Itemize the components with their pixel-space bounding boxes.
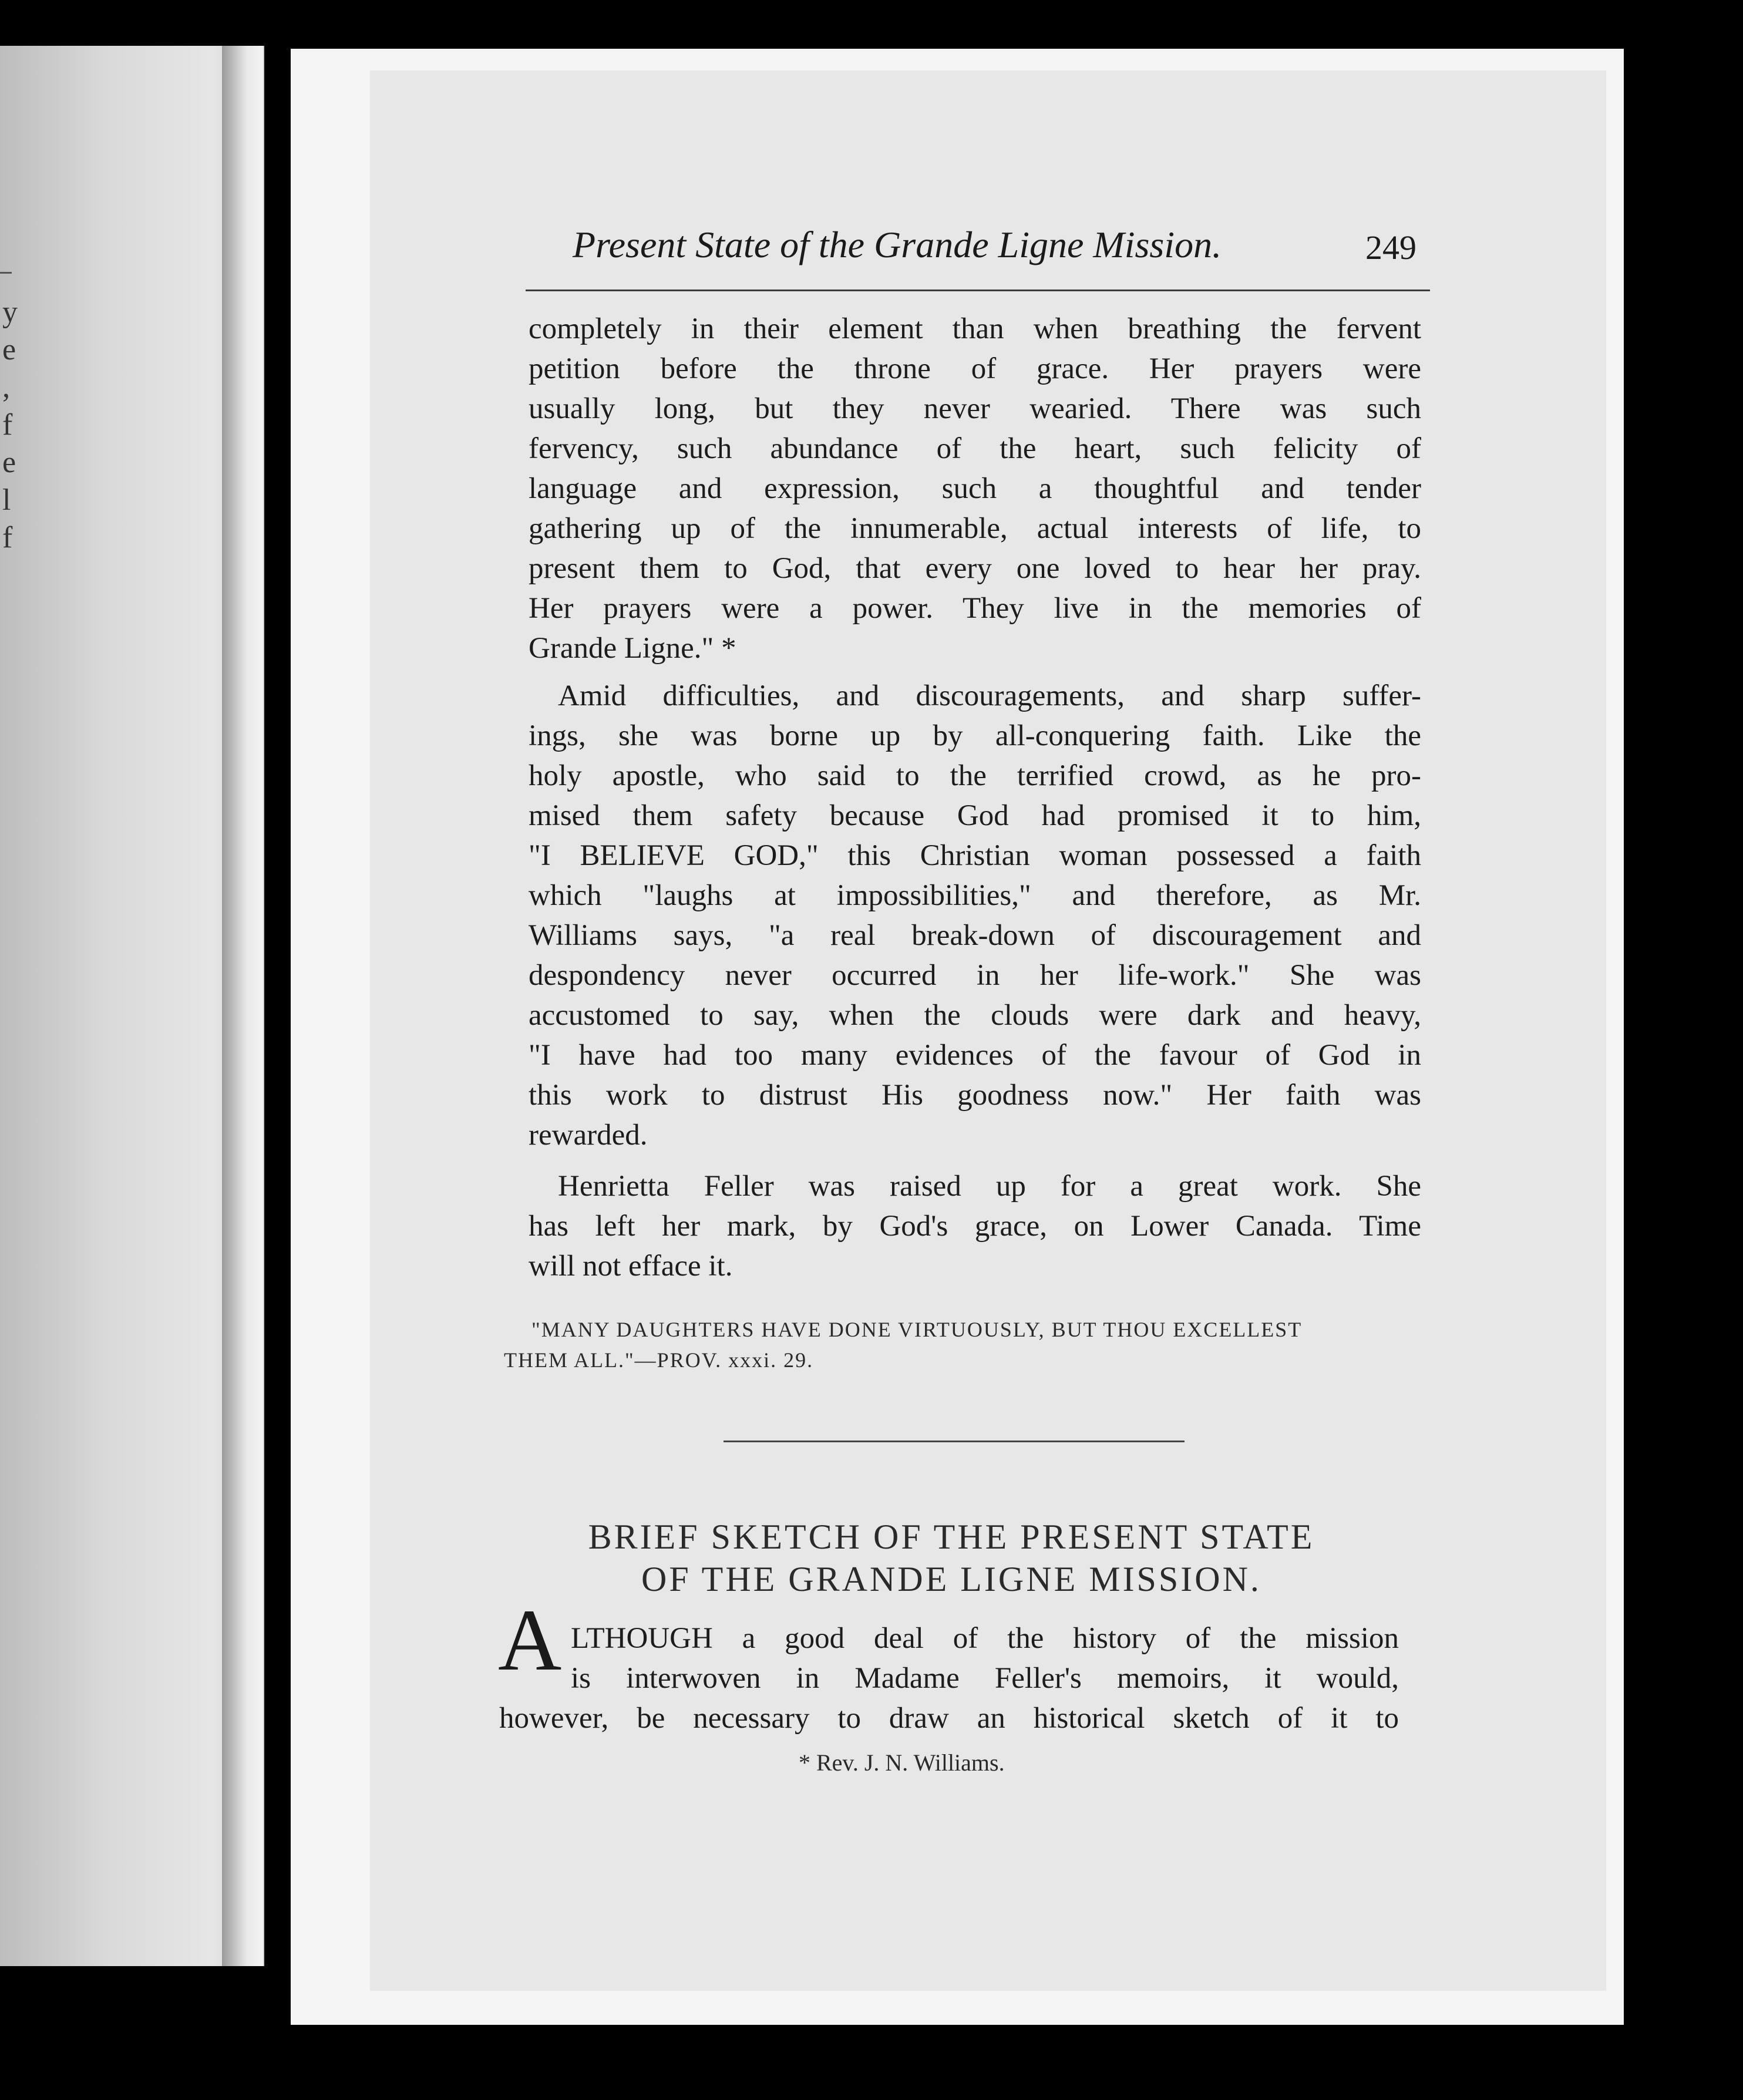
running-title: Present State of the Grande Ligne Mission.	[573, 224, 1222, 265]
book-gutter	[222, 46, 263, 1966]
text-line: Amid difficulties, and discouragements, and sharp suffer-	[558, 679, 1421, 712]
margin-letter: e	[2, 333, 16, 366]
text-line: completely in their element than when breathing the fervent	[529, 312, 1421, 345]
margin-letter: f	[2, 521, 13, 554]
footnote: * Rev. J. N. Williams.	[799, 1749, 1005, 1776]
text-line: Her prayers were a power. They live in the memories of	[529, 592, 1421, 625]
page-number: 249	[1365, 228, 1416, 267]
text-line: petition before the throne of grace. Her prayers were	[529, 352, 1421, 385]
left-page-rule	[0, 272, 12, 274]
text-line: despondency never occurred in her life-work." She was	[529, 959, 1421, 992]
text-line: present them to God, that every one loved to hear her pray.	[529, 552, 1421, 585]
text-line: has left her mark, by God's grace, on Lower Canada. Time	[529, 1210, 1421, 1243]
text-line: accustomed to say, when the clouds were dark and heavy,	[529, 999, 1421, 1032]
text-line: rewarded.	[529, 1119, 648, 1152]
quote-line: "MANY DAUGHTERS HAVE DONE VIRTUOUSLY, BUT THOU EXCELLEST	[531, 1318, 1303, 1341]
margin-letter: y	[2, 295, 18, 329]
text-line: "I have had too many evidences of the favour of God in	[529, 1039, 1421, 1072]
heading-line: OF THE GRANDE LIGNE MISSION.	[641, 1560, 1261, 1598]
text-line: will not efface it.	[529, 1250, 733, 1283]
quote-line: THEM ALL."—PROV. xxxi. 29.	[504, 1348, 814, 1372]
text-line: "I BELIEVE GOD," this Christian woman possessed a faith	[529, 839, 1421, 872]
margin-letter: ,	[2, 371, 10, 404]
text-line: mised them safety because God had promised it to him,	[529, 799, 1421, 832]
text-line: ings, she was borne up by all-conquering faith. Like the	[529, 719, 1421, 752]
drop-cap: A	[498, 1591, 562, 1689]
text-line: is interwoven in Madame Feller's memoirs, it would,	[571, 1662, 1399, 1695]
text-line: Henrietta Feller was raised up for a great work. She	[558, 1170, 1421, 1203]
text-line: this work to distrust His goodness now." Her faith was	[529, 1079, 1421, 1112]
text-line: usually long, but they never wearied. There was such	[529, 392, 1421, 425]
text-line: Williams says, "a real break-down of discouragement and	[529, 919, 1421, 952]
section-divider	[724, 1441, 1185, 1442]
text-line: LTHOUGH a good deal of the history of the mission	[571, 1622, 1399, 1655]
header-rule	[526, 290, 1430, 291]
text-line: language and expression, such a thoughtful and tender	[529, 472, 1421, 505]
text-line: which "laughs at impossibilities," and therefore, as Mr.	[529, 879, 1421, 912]
margin-letter: f	[2, 408, 13, 442]
left-page-margin-text	[2, 294, 20, 557]
text-line: fervency, such abundance of the heart, such felicity of	[529, 432, 1421, 465]
margin-letter: l	[2, 483, 11, 517]
text-line: Grande Ligne." *	[529, 632, 736, 665]
text-line: gathering up of the innumerable, actual interests of life, to	[529, 512, 1421, 545]
text-line: however, be necessary to draw an historical sketch of it to	[499, 1702, 1399, 1735]
text-line: holy apostle, who said to the terrified crowd, as he pro-	[529, 759, 1421, 792]
heading-line: BRIEF SKETCH OF THE PRESENT STATE	[588, 1517, 1315, 1556]
margin-letter: e	[2, 446, 16, 479]
